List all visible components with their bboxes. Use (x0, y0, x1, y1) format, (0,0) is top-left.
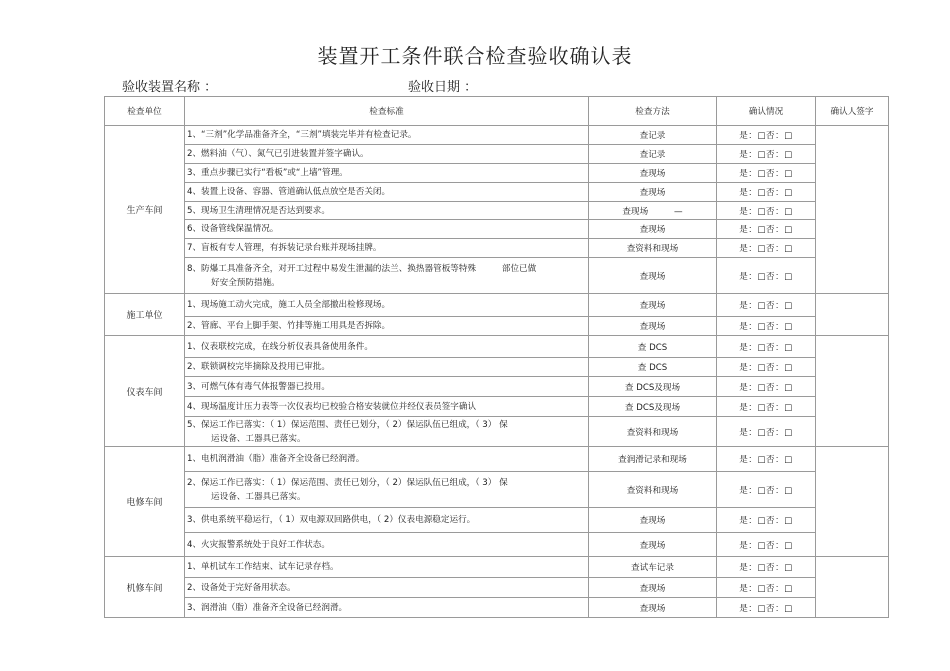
confirm-options[interactable]: 是：□否：□ (739, 342, 793, 353)
confirm-checkbox-cell[interactable] (717, 202, 816, 220)
dept-cell: 仪表车间 (105, 336, 185, 447)
table-row (105, 164, 889, 183)
table-row (105, 358, 889, 377)
dept-cell: 电修车间 (105, 447, 185, 557)
device-name-label: 验收装置名称 ： (122, 80, 218, 95)
standard-text: 1、“三剂”化学品准备齐全，“三剂”填装完毕并有检查记录。 (187, 130, 417, 140)
method-cell: 查资料和现场 (589, 417, 717, 447)
confirm-options[interactable]: 是：□否：□ (739, 583, 793, 594)
standard-text: 2、燃料油（气）、氮气已引进装置并签字确认。 (187, 149, 369, 159)
signature-cell[interactable] (816, 294, 889, 336)
signature-cell[interactable] (816, 336, 889, 447)
confirm-options[interactable]: 是：□否：□ (739, 540, 793, 551)
standard-text: 2、联锁调校完毕摘除及投用已审批。 (187, 362, 330, 372)
standard-text: 3、可燃气体有毒气体报警器已投用。 (187, 381, 330, 392)
standard-text-continued: 运设备、工器具已落实。 (211, 491, 306, 502)
confirm-options[interactable]: 是：□否：□ (739, 563, 793, 573)
method-cell: 查润滑记录和现场 (589, 447, 717, 472)
standard-cell (185, 145, 589, 164)
confirm-checkbox-cell[interactable] (717, 358, 816, 377)
header-confirm: 确认情况 (717, 97, 816, 126)
standard-text-continued: 好安全预防措施。 (211, 277, 280, 288)
standard-text: 2、管廊、平台上脚手架、竹排等施工用具是否拆除。 (187, 321, 391, 331)
confirm-options[interactable]: 是：□否：□ (739, 206, 793, 217)
method-cell: 查 DCS及现场 (589, 377, 717, 397)
table-row (105, 126, 889, 145)
confirm-checkbox-cell[interactable] (717, 145, 816, 164)
confirm-checkbox-cell[interactable] (717, 508, 816, 533)
standard-text: 1、现场施工动火完成，施工人员全部撤出检修现场。 (187, 300, 391, 310)
confirm-options[interactable]: 是：□否：□ (739, 188, 793, 198)
method-cell: 查现场 (589, 317, 717, 336)
confirm-options[interactable]: 是：□否：□ (739, 402, 793, 413)
standard-text: 1、电机润滑油（脂）准备齐全设备已经润滑。 (187, 454, 365, 464)
standard-cell (185, 126, 589, 145)
confirm-checkbox-cell[interactable] (717, 317, 816, 336)
confirm-options[interactable]: 是：□否：□ (739, 516, 793, 526)
confirm-checkbox-cell[interactable] (717, 126, 816, 145)
confirm-options[interactable]: 是：□否：□ (739, 427, 793, 438)
header-method: 检查方法 (589, 97, 717, 126)
confirm-options[interactable]: 是：□否：□ (739, 225, 793, 235)
standard-text: 1、仪表联校完成，在线分析仪表具备使用条件。 (187, 341, 373, 352)
standard-cell (185, 598, 589, 618)
confirm-checkbox-cell[interactable] (717, 557, 816, 578)
confirm-checkbox-cell[interactable] (717, 220, 816, 239)
method-cell: 查现场 (589, 533, 717, 557)
table-row (105, 417, 889, 447)
method-cell: 查资料和现场 (589, 472, 717, 508)
method-cell: 查试车记录 (589, 557, 717, 578)
standard-cell (185, 578, 589, 598)
confirm-checkbox-cell[interactable] (717, 598, 816, 618)
standard-text-continued: 运设备、工器具已落实。 (211, 433, 306, 444)
standard-text: 8、防爆工具准备齐全，对开工过程中易发生泄漏的法兰、换热器管板等特殊 部位已做 (187, 263, 537, 274)
table-body (105, 126, 889, 618)
method-cell: 查 DCS及现场 (589, 397, 717, 417)
method-cell: 查现场 (589, 258, 717, 294)
method-cell: 查现场 (589, 220, 717, 239)
standard-cell (185, 220, 589, 239)
standard-text: 3、供电系统平稳运行，（ 1）双电源双回路供电，（ 2）仪表电源稳定运行。 (187, 515, 476, 525)
method-cell: 查记录 (589, 126, 717, 145)
standard-text: 4、火灾报警系统处于良好工作状态。 (187, 539, 330, 550)
standard-cell (185, 557, 589, 578)
method-cell: 查 DCS (589, 358, 717, 377)
method-cell: 查现场 — (589, 202, 717, 220)
confirm-checkbox-cell[interactable] (717, 164, 816, 183)
table-row (105, 377, 889, 397)
standard-text: 5、保运工作已落实：（ 1）保运范围、责任已划分，（ 2）保运队伍已组成，（ 3） 保 (187, 419, 508, 430)
confirm-options[interactable]: 是：□否：□ (739, 455, 793, 465)
confirm-checkbox-cell[interactable] (717, 397, 816, 417)
table-row (105, 317, 889, 336)
confirm-options[interactable]: 是：□否：□ (739, 363, 793, 373)
table-row (105, 508, 889, 533)
table-row (105, 183, 889, 202)
confirm-options[interactable]: 是：□否：□ (739, 382, 793, 393)
confirm-checkbox-cell[interactable] (717, 336, 816, 358)
table-row (105, 336, 889, 358)
standard-cell (185, 336, 589, 358)
confirm-checkbox-cell[interactable] (717, 417, 816, 447)
table-header-row (105, 97, 889, 126)
confirm-checkbox-cell[interactable] (717, 578, 816, 598)
confirm-checkbox-cell[interactable] (717, 472, 816, 508)
method-cell: 查现场 (589, 164, 717, 183)
table-row (105, 472, 889, 508)
standard-cell (185, 358, 589, 377)
standard-text: 3、重点步骤已实行“看板”或“上墙”管理。 (187, 168, 348, 178)
table-row (105, 557, 889, 578)
inspection-table (104, 96, 889, 618)
table-row (105, 239, 889, 258)
standard-cell (185, 472, 589, 508)
standard-text: 6、设备管线保温情况。 (187, 224, 279, 234)
standard-cell (185, 164, 589, 183)
standard-cell (185, 183, 589, 202)
table-row (105, 258, 889, 294)
standard-text: 2、保运工作已落实：（ 1）保运范围、责任已划分，（ 2）保运队伍已组成，（ 3） 保 (187, 477, 508, 488)
confirm-options[interactable]: 是：□否：□ (739, 603, 793, 614)
confirm-checkbox-cell[interactable] (717, 258, 816, 294)
table-row (105, 447, 889, 472)
standard-cell (185, 258, 589, 294)
confirm-options[interactable]: 是：□否：□ (739, 485, 793, 496)
dept-cell: 机修车间 (105, 557, 185, 618)
standard-text: 2、设备处于完好备用状态。 (187, 582, 296, 593)
table-row (105, 220, 889, 239)
standard-cell (185, 294, 589, 317)
standard-text: 1、单机试车工作结束、试车记录存档。 (187, 562, 339, 572)
confirm-checkbox-cell[interactable] (717, 239, 816, 258)
confirm-options[interactable]: 是：□否：□ (739, 131, 793, 141)
table-row (105, 578, 889, 598)
table-row (105, 202, 889, 220)
method-cell: 查现场 (589, 508, 717, 533)
header-unit: 检查单位 (105, 97, 185, 126)
signature-cell[interactable] (816, 557, 889, 618)
standard-cell (185, 533, 589, 557)
method-cell: 查现场 (589, 598, 717, 618)
standard-text: 7、盲板有专人管理，有拆装记录台账并现场挂牌。 (187, 243, 382, 253)
confirm-options[interactable]: 是：□否：□ (739, 322, 793, 332)
method-cell: 查 DCS (589, 336, 717, 358)
confirm-checkbox-cell[interactable] (717, 533, 816, 557)
standard-cell (185, 377, 589, 397)
table-row (105, 294, 889, 317)
standard-text: 4、装置上设备、容器、管道确认低点放空是否关闭。 (187, 187, 391, 197)
standard-cell (185, 447, 589, 472)
standard-text: 4、现场温度计压力表等一次仪表均已校验合格安装就位并经仪表员签字确认 (187, 401, 477, 412)
table-row (105, 145, 889, 164)
confirm-checkbox-cell[interactable] (717, 377, 816, 397)
standard-cell (185, 417, 589, 447)
confirm-checkbox-cell[interactable] (717, 294, 816, 317)
confirm-options[interactable]: 是：□否：□ (739, 301, 793, 311)
method-cell: 查现场 (589, 578, 717, 598)
standard-cell (185, 239, 589, 258)
confirm-checkbox-cell[interactable] (717, 183, 816, 202)
standard-cell (185, 317, 589, 336)
method-cell: 查资料和现场 (589, 239, 717, 258)
table-row (105, 598, 889, 618)
header-sign: 确认人签字 (816, 97, 889, 126)
method-cell: 查记录 (589, 145, 717, 164)
table-row (105, 397, 889, 417)
confirm-options[interactable]: 是：□否：□ (739, 271, 793, 282)
confirm-options[interactable]: 是：□否：□ (739, 150, 793, 160)
confirm-options[interactable]: 是：□否：□ (739, 169, 793, 179)
standard-text: 5、现场卫生清理情况是否达到要求。 (187, 205, 330, 216)
standard-text: 3、润滑油（脂）准备齐全设备已经润滑。 (187, 602, 348, 613)
standard-cell (185, 397, 589, 417)
header-standard: 检查标准 (185, 97, 589, 126)
inspection-date-label: 验收日期 ： (408, 80, 478, 95)
standard-cell (185, 202, 589, 220)
method-cell: 查现场 (589, 183, 717, 202)
method-cell: 查现场 (589, 294, 717, 317)
confirm-options[interactable]: 是：□否：□ (739, 244, 793, 254)
confirm-checkbox-cell[interactable] (717, 447, 816, 472)
signature-cell[interactable] (816, 447, 889, 557)
standard-cell (185, 508, 589, 533)
page-title: 装置开工条件联合检查验收确认表 (317, 44, 633, 68)
dept-cell: 生产车间 (105, 126, 185, 294)
table-row (105, 533, 889, 557)
signature-cell[interactable] (816, 126, 889, 294)
dept-cell: 施工单位 (105, 294, 185, 336)
